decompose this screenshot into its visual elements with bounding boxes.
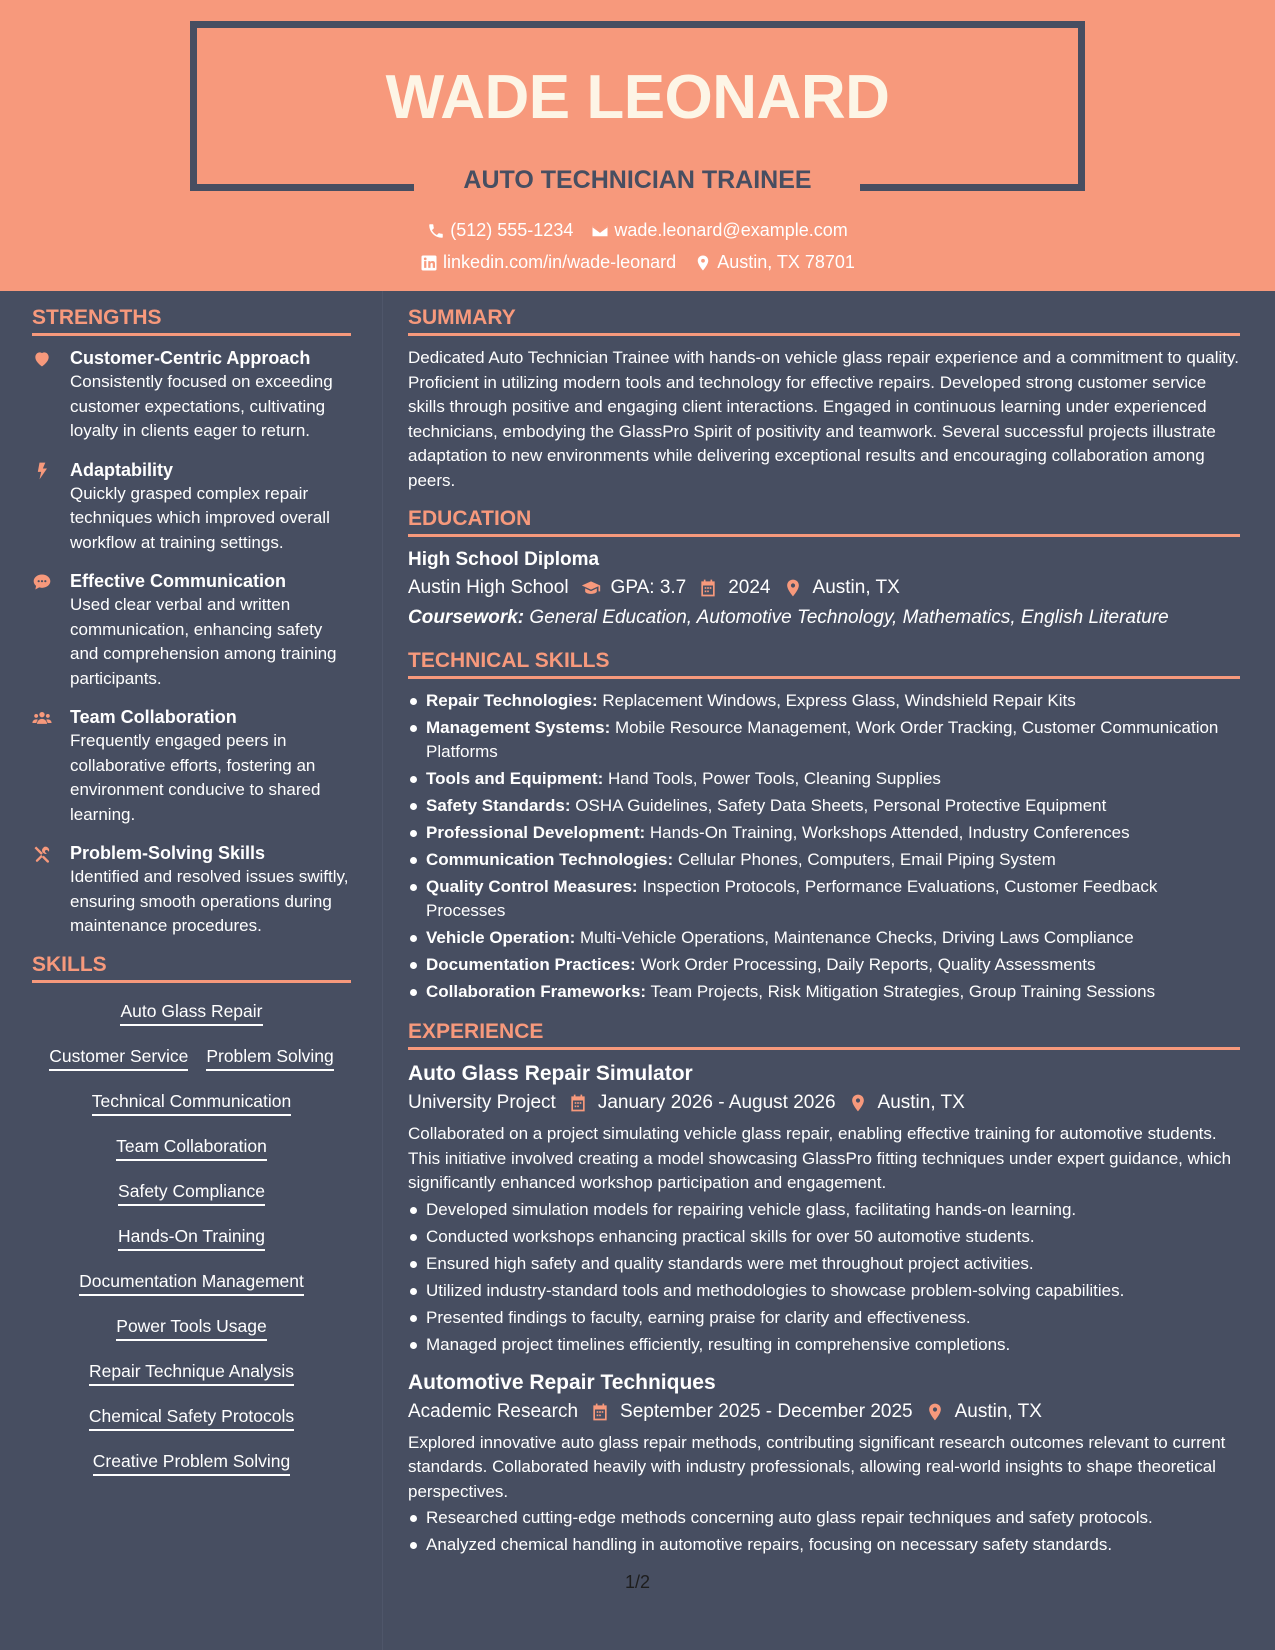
skill-value: OSHA Guidelines, Safety Data Sheets, Personal Protective Equipment — [575, 796, 1107, 815]
experience-desc: Collaborated on a project simulating vehicle glass repair, enabling effective training for automotive students. This initiative involved creating a model showcasing GlassPro fitting techniques under expert guidance, which significantly enhanced workshop participation and engagement. — [408, 1124, 1232, 1192]
right-column — [408, 306, 1240, 1569]
education-gpa: GPA: 3.7 — [610, 577, 687, 598]
skill-label: Management Systems: — [426, 718, 611, 737]
skill-tag: Hands-On Training — [118, 1224, 265, 1251]
list-item: Presented findings to faculty, earning praise for clarity and effectiveness. — [408, 1306, 1240, 1330]
list-item — [408, 689, 1240, 713]
list-item: Utilized industry-standard tools and methodologies to showcase problem-solving capabilities. — [408, 1279, 1240, 1303]
left-column — [32, 306, 351, 1494]
experience-dates: September 2025 - December 2025 — [620, 1400, 913, 1422]
skill-value: Cellular Phones, Computers, Email Piping System — [677, 850, 1056, 869]
strength-item — [32, 569, 351, 691]
list-item — [408, 716, 1240, 764]
list-item: Conducted workshops enhancing practical skills for over 50 automotive students. — [408, 1225, 1240, 1249]
list-item: Analyzed chemical handling in automotive repairs, focusing on necessary safety standards. — [408, 1533, 1240, 1557]
strengths-heading: STRENGTHS — [32, 306, 351, 336]
contact-linkedin[interactable] — [420, 252, 676, 273]
linkedin-icon — [420, 254, 438, 272]
education-heading: EDUCATION — [408, 507, 1240, 537]
technical-skills-heading: TECHNICAL SKILLS — [408, 649, 1240, 679]
skill-tag: Customer Service — [49, 1044, 188, 1071]
users-icon — [32, 708, 52, 728]
skill-value: Hand Tools, Power Tools, Cleaning Supplies — [607, 769, 941, 788]
coursework-label: Coursework: — [408, 607, 525, 628]
strength-item — [32, 705, 351, 827]
experience-org: Academic Research — [408, 1400, 579, 1422]
resume-header — [0, 0, 1275, 291]
skill-tag: Technical Communication — [92, 1089, 291, 1116]
skill-tag: Auto Glass Repair — [120, 999, 262, 1026]
list-item: Managed project timelines efficiently, resulting in comprehensive completions. — [408, 1333, 1240, 1357]
strength-desc: Quickly grasped complex repair techniques which improved overall workflow at training settings. — [70, 483, 330, 552]
education-degree: High School Diploma — [408, 549, 600, 570]
education-meta — [408, 573, 1240, 603]
strength-item — [32, 458, 351, 556]
skill-tag: Repair Technique Analysis — [89, 1359, 294, 1386]
calendar-icon — [698, 578, 718, 598]
heart-icon — [32, 349, 52, 369]
list-item — [408, 980, 1240, 1004]
list-item: Researched cutting-edge methods concerning auto glass repair techniques and safety protocols. — [408, 1506, 1240, 1530]
experience-dates: January 2026 - August 2026 — [597, 1092, 836, 1113]
experience-bullets — [408, 1506, 1240, 1557]
skill-value: Mobile Resource Management, Work Order Tracking, Customer Communication Platforms — [426, 718, 1219, 761]
strength-title: Team Collaboration — [70, 707, 237, 727]
skill-tag: Documentation Management — [79, 1269, 304, 1296]
education-coursework — [408, 603, 1240, 633]
strength-title: Effective Communication — [70, 571, 287, 591]
strength-item — [32, 841, 351, 939]
location-text: Austin, TX 78701 — [717, 252, 855, 272]
strength-title: Adaptability — [70, 459, 174, 480]
map-pin-icon — [783, 578, 803, 598]
list-item — [408, 875, 1240, 923]
contact-row-2 — [0, 252, 1275, 273]
tools-icon — [32, 844, 52, 864]
strength-title: Problem-Solving Skills — [70, 843, 266, 863]
contact-phone[interactable] — [427, 220, 573, 241]
calendar-icon — [568, 1093, 588, 1113]
strength-title: Customer-Centric Approach — [70, 348, 311, 368]
strength-desc: Consistently focused on exceeding customer expectations, cultivating loyalty in clients eager to return. — [70, 372, 333, 440]
contact-row-1 — [0, 220, 1275, 241]
strength-desc: Identified and resolved issues swiftly, ensuring smooth operations during maintenance procedures. — [70, 867, 349, 935]
skill-label: Communication Technologies: — [426, 850, 674, 869]
list-item: Developed simulation models for repairing vehicle glass, facilitating hands-on learning. — [408, 1198, 1240, 1222]
experience-org: University Project — [408, 1092, 556, 1113]
skill-tag: Creative Problem Solving — [93, 1449, 290, 1476]
map-pin-icon — [694, 254, 712, 272]
skill-label: Documentation Practices: — [426, 955, 636, 974]
skill-value: Team Projects, Risk Mitigation Strategies, Group Training Sessions — [650, 982, 1156, 1001]
list-item — [408, 767, 1240, 791]
education-year: 2024 — [728, 577, 771, 598]
calendar-icon — [590, 1402, 610, 1422]
contact-email[interactable] — [591, 220, 847, 241]
skill-label: Quality Control Measures: — [426, 877, 638, 896]
skill-value: Work Order Processing, Daily Reports, Quality Assessments — [640, 955, 1096, 974]
list-item — [408, 794, 1240, 818]
experience-location: Austin, TX — [877, 1092, 965, 1113]
skill-value: Replacement Windows, Express Glass, Windshield Repair Kits — [602, 691, 1076, 710]
experience-location: Austin, TX — [954, 1400, 1042, 1422]
education-location: Austin, TX — [812, 577, 900, 598]
experience-heading: EXPERIENCE — [408, 1020, 1240, 1050]
phone-text: (512) 555-1234 — [450, 220, 574, 240]
skills-list — [32, 993, 351, 1476]
skill-label: Safety Standards: — [426, 796, 571, 815]
skill-tag: Safety Compliance — [118, 1179, 265, 1206]
list-item: Ensured high safety and quality standards were met throughout project activities. — [408, 1252, 1240, 1276]
envelope-icon — [591, 222, 609, 240]
page-number: 1/2 — [624, 1572, 651, 1592]
skill-label: Professional Development: — [426, 823, 646, 842]
skill-tag: Chemical Safety Protocols — [89, 1404, 294, 1431]
strength-desc: Frequently engaged peers in collaborative efforts, fostering an environment conducive to shared learning. — [70, 731, 321, 824]
summary-heading: SUMMARY — [408, 306, 1240, 336]
linkedin-text: linkedin.com/in/wade-leonard — [443, 252, 677, 272]
map-pin-icon — [848, 1093, 868, 1113]
strength-desc: Used clear verbal and written communication, enhancing safety and comprehension among training participants. — [70, 595, 337, 688]
experience-item — [408, 1060, 1240, 1357]
skill-value: Hands-On Training, Workshops Attended, Industry Conferences — [649, 823, 1130, 842]
skill-label: Collaboration Frameworks: — [426, 982, 647, 1001]
skill-label: Tools and Equipment: — [426, 769, 604, 788]
skill-tag: Power Tools Usage — [116, 1314, 266, 1341]
experience-title: Auto Glass Repair Simulator — [408, 1062, 693, 1085]
skill-tag: Team Collaboration — [116, 1134, 267, 1161]
map-pin-icon — [925, 1402, 945, 1422]
skill-value: Inspection Protocols, Performance Evaluations, Customer Feedback Processes — [426, 877, 1158, 920]
bolt-icon — [32, 461, 52, 481]
experience-title: Automotive Repair Techniques — [408, 1370, 716, 1394]
graduation-cap-icon — [581, 578, 601, 598]
list-item — [408, 926, 1240, 950]
skill-tag: Problem Solving — [206, 1044, 333, 1071]
coursework-value: General Education, Automotive Technology, Mathematics, English Literature — [529, 607, 1169, 628]
skills-heading: SKILLS — [32, 953, 351, 983]
chat-icon — [32, 572, 52, 592]
skill-value: Multi-Vehicle Operations, Maintenance Checks, Driving Laws Compliance — [580, 928, 1134, 947]
experience-meta — [408, 1397, 1240, 1427]
strength-item — [32, 346, 351, 444]
experience-item — [408, 1369, 1240, 1558]
summary-text: Dedicated Auto Technician Trainee with hands-on vehicle glass repair experience and a commitment to quality. Proficient in utilizing modern tools and technology for effective repairs. Developed strong customer service skills through positive and engaging client interactions. Engaged in continuous learning under experienced technicians, embodying the GlassPro Spirit of positivity and teamwork. Several successful projects illustrate adaptation to new environments while delivering exceptional results and encouraging collaboration among peers. — [408, 348, 1239, 490]
experience-bullets — [408, 1198, 1240, 1357]
email-text: wade.leonard@example.com — [614, 220, 848, 240]
technical-skills-list — [408, 689, 1240, 1004]
skill-label: Repair Technologies: — [426, 691, 598, 710]
candidate-name: WADE LEONARD — [385, 63, 890, 132]
experience-meta — [408, 1088, 1240, 1118]
experience-desc: Explored innovative auto glass repair methods, contributing significant research outcomes relevant to current standards. Collaborated heavily with industry professionals, allowing real-world insights to shape theoretical perspectives. — [408, 1432, 1226, 1501]
education-school: Austin High School — [408, 577, 569, 598]
list-item — [408, 953, 1240, 977]
column-divider — [382, 291, 383, 1650]
list-item — [408, 821, 1240, 845]
contact-location — [694, 252, 855, 273]
skill-label: Vehicle Operation: — [426, 928, 576, 947]
job-title: AUTO TECHNICIAN TRAINEE — [463, 166, 812, 194]
phone-icon — [427, 222, 445, 240]
list-item — [408, 848, 1240, 872]
